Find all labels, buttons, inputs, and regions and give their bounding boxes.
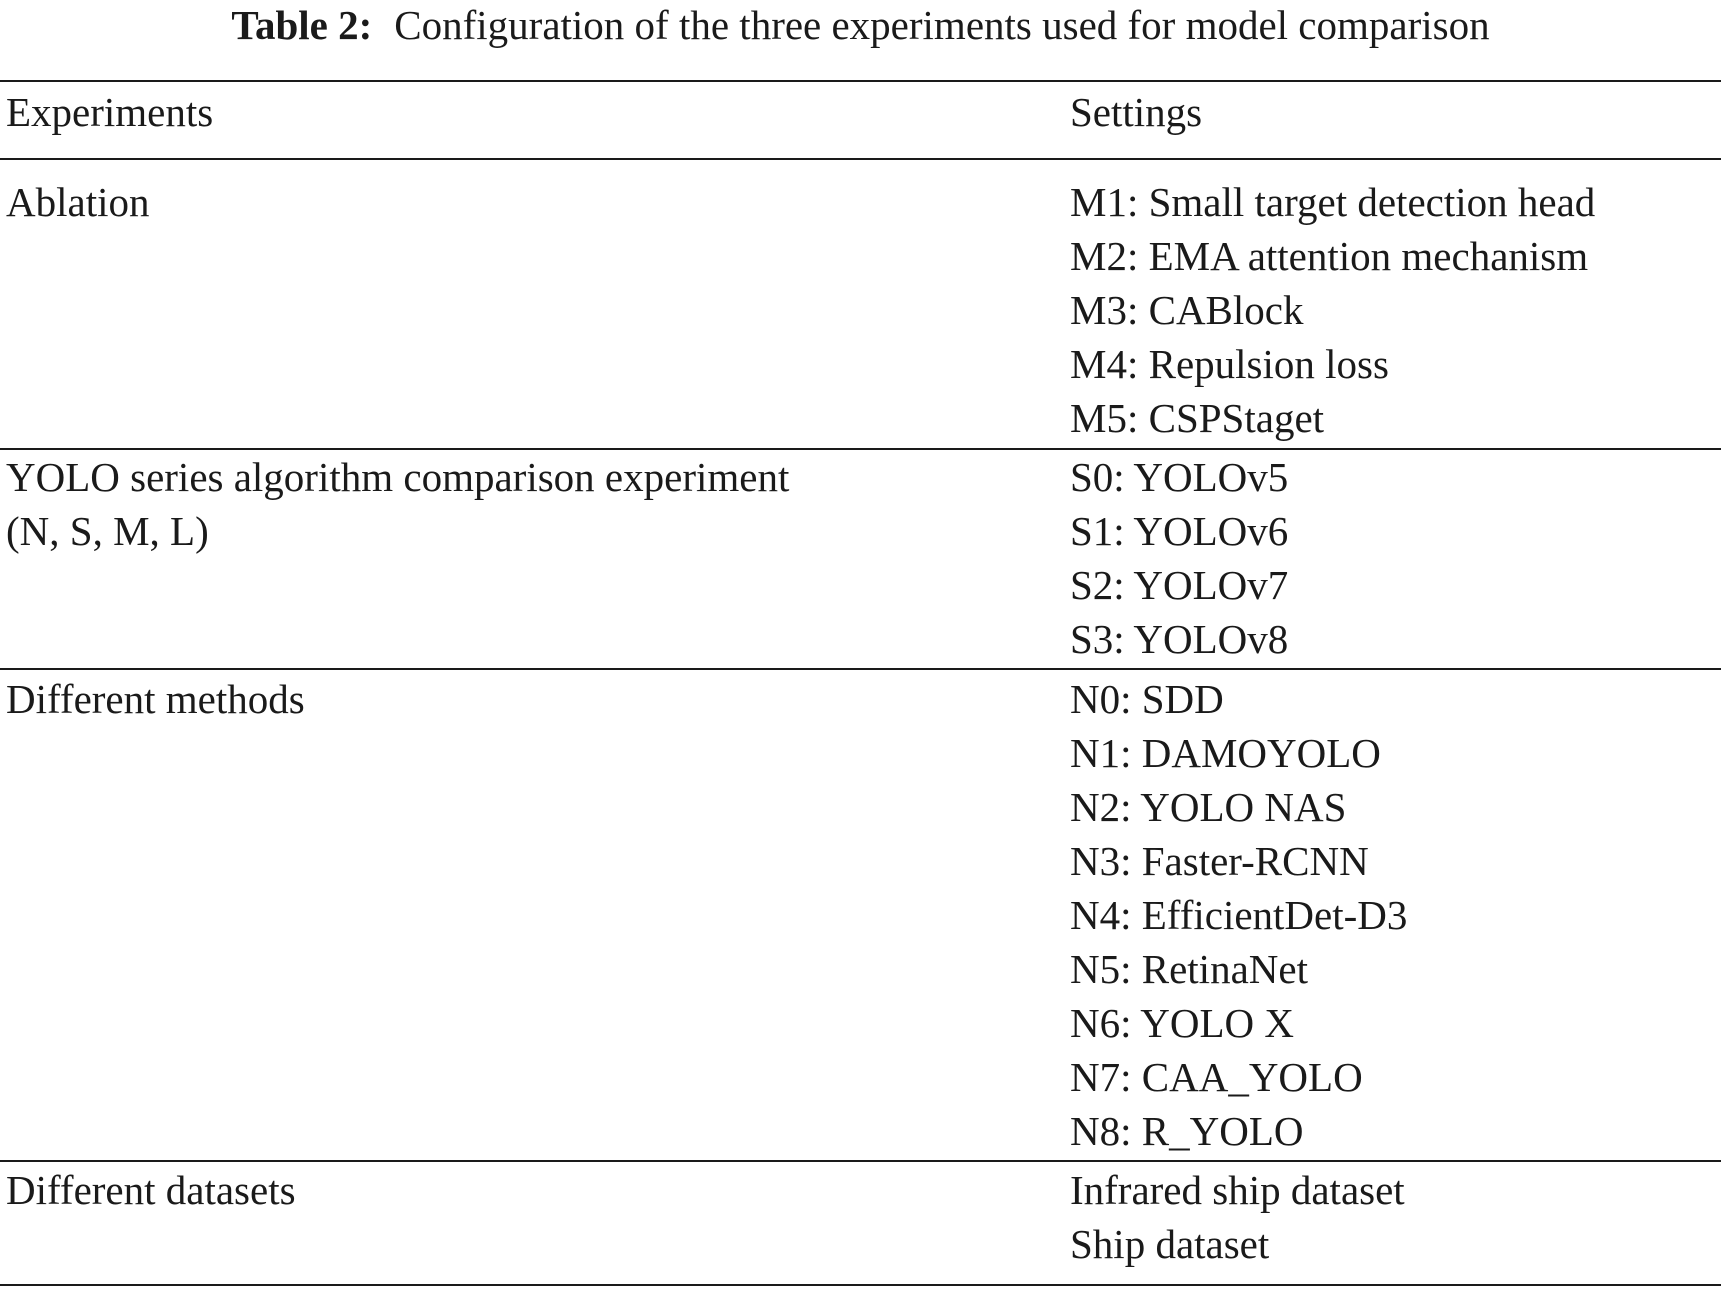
experiment-label: Different datasets <box>6 1167 296 1213</box>
setting-item: M2: EMA attention mechanism <box>1070 233 1589 279</box>
table-row-methods-experiment <box>6 672 305 726</box>
table-row-yolo-settings <box>1070 450 1288 666</box>
setting-item: N8: R_YOLO <box>1070 1108 1304 1154</box>
setting-item: N0: SDD <box>1070 676 1224 722</box>
experiment-label: YOLO series algorithm comparison experiment <box>6 454 790 500</box>
setting-item: S2: YOLOv7 <box>1070 562 1289 608</box>
table-row-ablation-settings <box>1070 175 1595 445</box>
bottom-rule <box>0 1284 1721 1286</box>
table-row-methods-settings <box>1070 672 1407 1158</box>
setting-item: Infrared ship dataset <box>1070 1167 1405 1213</box>
setting-item: S0: YOLOv5 <box>1070 454 1289 500</box>
setting-item: N5: RetinaNet <box>1070 946 1308 992</box>
setting-item: N7: CAA_YOLO <box>1070 1054 1363 1100</box>
setting-item: Ship dataset <box>1070 1221 1270 1267</box>
table-row-yolo-experiment <box>6 450 789 558</box>
experiment-label: Ablation <box>6 179 150 225</box>
setting-item: N4: EfficientDet-D3 <box>1070 892 1408 938</box>
table-caption <box>0 0 1721 50</box>
caption-label: Table 2: <box>231 2 373 48</box>
setting-item: M5: CSPStaget <box>1070 395 1325 441</box>
setting-item: M1: Small target detection head <box>1070 179 1596 225</box>
setting-item: M3: CABlock <box>1070 287 1304 333</box>
setting-item: S1: YOLOv6 <box>1070 508 1289 554</box>
setting-item: S3: YOLOv8 <box>1070 616 1289 662</box>
experiment-label: (N, S, M, L) <box>6 508 209 554</box>
experiment-label: Different methods <box>6 676 305 722</box>
table-row-datasets-settings <box>1070 1163 1405 1271</box>
header-experiments: Experiments <box>6 89 214 135</box>
table-row-ablation-experiment <box>6 175 149 229</box>
setting-item: N1: DAMOYOLO <box>1070 730 1381 776</box>
table-row-datasets-experiment <box>6 1163 296 1217</box>
header-rule <box>0 158 1721 160</box>
row-rule <box>0 1160 1721 1162</box>
row-rule <box>0 668 1721 670</box>
header-settings: Settings <box>1070 89 1203 135</box>
setting-item: N2: YOLO NAS <box>1070 784 1347 830</box>
caption-text: Configuration of the three experiments used for model comparison <box>394 2 1490 48</box>
setting-item: M4: Repulsion loss <box>1070 341 1389 387</box>
setting-item: N6: YOLO X <box>1070 1000 1294 1046</box>
top-rule <box>0 80 1721 82</box>
setting-item: N3: Faster-RCNN <box>1070 838 1369 884</box>
